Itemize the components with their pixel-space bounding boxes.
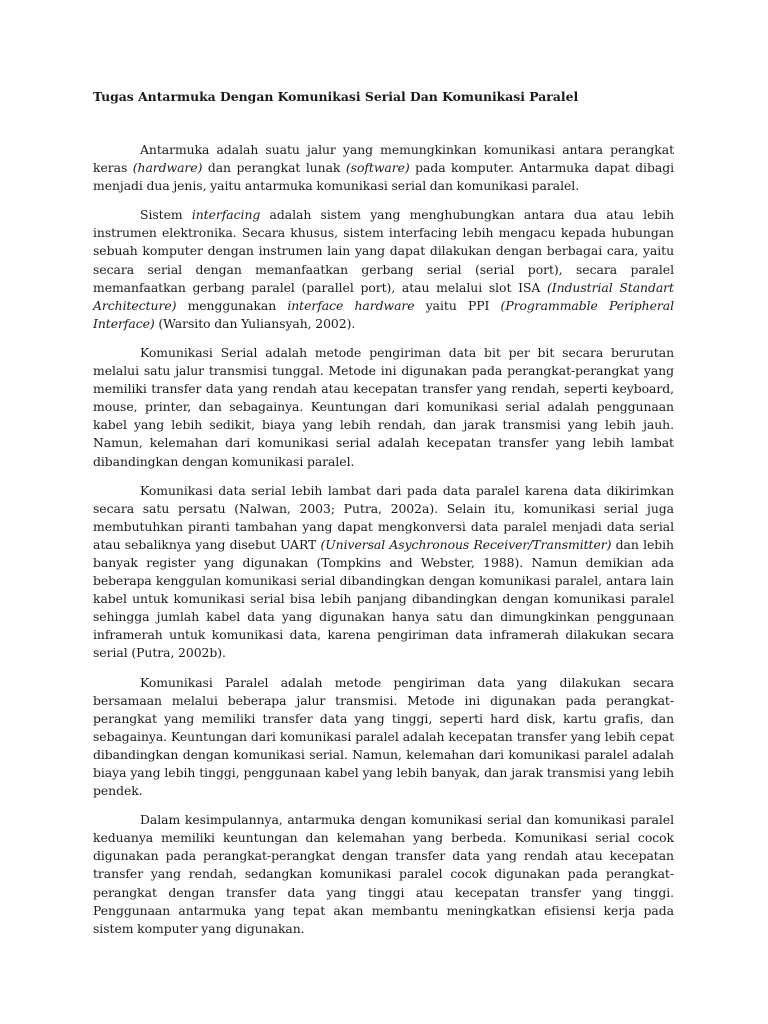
italic-term: (Programmable Peripheral Interface) <box>93 297 674 331</box>
paragraph-3 <box>93 344 674 471</box>
text-run: yaitu PPI <box>414 297 501 313</box>
text-run: menggunakan <box>176 297 288 313</box>
paragraph-6 <box>93 811 674 938</box>
italic-term: interface hardware <box>287 297 415 313</box>
text-run: dan lebih banyak register yang digunakan (Tompkins and Webster, 1988). Namun demikian ada beberapa kenggulan komunikasi serial dibandingkan dengan komunikasi paralel, antara lain kabel untuk komunikasi serial bisa lebih panjang dibandingkan dengan komunikasi paralel sehingga jumlah kabel data yang digunakan hanya satu dan dimungkinkan penggunaan inframerah untuk komunikasi data, karena pengiriman data inframerah dilakukan secara serial (Putra, 2002b). <box>93 536 674 661</box>
text-run: Sistem <box>140 207 192 223</box>
italic-term: (Industrial Standart Architecture) <box>93 279 674 313</box>
text-run: Dalam kesimpulannya, antarmuka dengan komunikasi serial dan komunikasi paralel keduanya memiliki keuntungan dan kelemahan yang berbeda. Komunikasi serial cocok digunakan pada perangkat-perangkat dengan transfer data yang rendah atau kecepatan transfer yang rendah, sedangkan komunikasi paralel cocok digunakan pada perangkat-perangkat dengan transfer data yang tinggi atau kecepatan transfer yang tinggi. Penggunaan antarmuka yang tepat akan membantu meningkatkan efisiensi kerja pada sistem komputer yang digunakan. <box>93 812 674 936</box>
paragraph-5 <box>93 674 674 801</box>
paragraph-2 <box>93 206 674 333</box>
italic-term: (hardware) <box>132 160 203 176</box>
paragraph-1 <box>93 141 674 195</box>
paragraph-4 <box>93 482 674 663</box>
text-run: Komunikasi Paralel adalah metode pengiriman data yang dilakukan secara bersamaan melalui beberapa jalur transmisi. Metode ini digunakan pada perangkat-perangkat yang memiliki transfer data yang tinggi, seperti hard disk, kartu grafis, dan sebagainya. Keuntungan dari komunikasi paralel adalah kecepatan transfer yang lebih cepat dibandingkan dengan komunikasi serial. Namun, kelemahan dari komunikasi paralel adalah biaya yang lebih tinggi, penggunaan kabel yang lebih banyak, dan jarak transmisi yang lebih pendek. <box>93 674 674 799</box>
text-run: dan perangkat lunak <box>202 160 346 176</box>
text-run: pada komputer. Antarmuka dapat dibagi menjadi dua jenis, yaitu antarmuka komunikasi serial dan komunikasi paralel. <box>93 160 674 194</box>
text-run: (Warsito dan Yuliansyah, 2002). <box>154 315 356 331</box>
text-run: Komunikasi Serial adalah metode pengiriman data bit per bit secara berurutan melalui satu jalur transmisi tunggal. Metode ini digunakan pada perangkat-perangkat yang memiliki transfer data yang rendah atau kecepatan transfer yang rendah, seperti keyboard, mouse, printer, dan sebagainya. Keuntungan dari komunikasi serial adalah penggunaan kabel yang lebih sedikit, biaya yang lebih rendah, dan jarak transmisi yang lebih jauh. Namun, kelemahan dari komunikasi serial adalah kecepatan transfer yang lebih lambat dibandingkan dengan komunikasi paralel. <box>93 344 674 469</box>
text-run: Komunikasi data serial lebih lambat dari pada data paralel karena data dikirimkan secara satu persatu (Nalwan, 2003; Putra, 2002a). Selain itu, komunikasi serial juga membutuhkan piranti tambahan yang dapat mengkonversi data paralel menjadi data serial atau sebaliknya yang disebut UART <box>93 482 674 552</box>
italic-term: (software) <box>345 160 410 176</box>
text-run: Antarmuka adalah suatu jalur yang memungkinkan komunikasi antara perangkat keras <box>93 142 674 176</box>
document-title: Tugas Antarmuka Dengan Komunikasi Serial Dan Komunikasi Paralel <box>93 89 579 104</box>
document-text <box>93 141 674 949</box>
italic-term: (Universal Asychronous Receiver/Transmitter) <box>320 536 612 552</box>
text-run: adalah sistem yang menghubungkan antara dua atau lebih instrumen elektronika. Secara khusus, sistem interfacing lebih mengacu kepada hubungan sebuah komputer dengan instrumen lain yang dapat dilakukan dengan berbagai cara, yaitu secara serial dengan memanfaatkan gerbang serial (serial port), secara paralel memanfaatkan gerbang paralel (parallel port), atau melalui slot ISA <box>93 207 674 295</box>
italic-term: interfacing <box>191 207 261 223</box>
